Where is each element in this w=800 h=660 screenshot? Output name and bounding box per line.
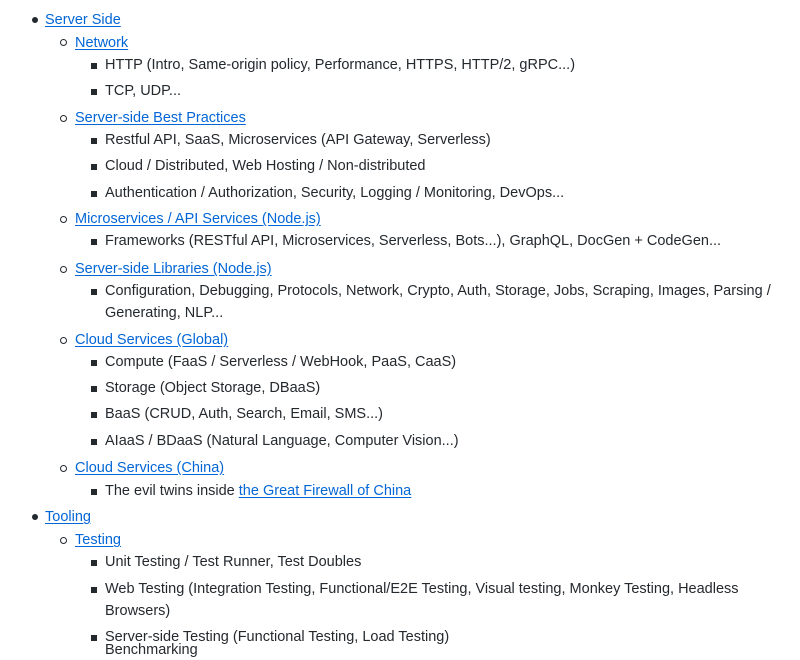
list-item: BaaS (CRUD, Auth, Search, Email, SMS...) xyxy=(105,406,384,422)
square-bullet-icon xyxy=(91,439,97,445)
link-server-side-best-practices[interactable]: Server-side Best Practices xyxy=(75,110,246,126)
circle-bullet-icon xyxy=(60,115,67,122)
square-bullet-icon xyxy=(91,560,97,566)
circle-bullet-icon xyxy=(60,337,67,344)
link-cloud-services-global[interactable]: Cloud Services (Global) xyxy=(75,332,229,348)
square-bullet-icon xyxy=(91,360,97,366)
square-bullet-icon xyxy=(91,191,97,197)
bullet-icon xyxy=(32,514,38,520)
square-bullet-icon xyxy=(91,635,97,641)
list-item: Storage (Object Storage, DBaaS) xyxy=(105,380,321,396)
circle-bullet-icon xyxy=(60,266,67,273)
list-item: TCP, UDP... xyxy=(105,83,182,99)
bullet-icon xyxy=(32,17,38,23)
square-bullet-icon xyxy=(91,386,97,392)
square-bullet-icon xyxy=(91,164,97,170)
list-item-partial xyxy=(105,642,215,659)
link-microservices-api-services[interactable]: Microservices / API Services (Node.js) xyxy=(75,211,321,227)
list-item: Cloud / Distributed, Web Hosting / Non-distributed xyxy=(105,158,426,174)
link-great-firewall[interactable]: the Great Firewall of China xyxy=(238,483,412,499)
list-item: Authentication / Authorization, Security, Logging / Monitoring, DevOps... xyxy=(105,185,565,201)
list-item: Frameworks (RESTful API, Microservices, Serverless, Bots...), GraphQL, DocGen + CodeGen... xyxy=(105,233,722,249)
list-item-continuation: Browsers) xyxy=(105,603,171,619)
link-network[interactable]: Network xyxy=(75,35,129,51)
circle-bullet-icon xyxy=(60,537,67,544)
square-bullet-icon xyxy=(91,138,97,144)
circle-bullet-icon xyxy=(60,39,67,46)
circle-bullet-icon xyxy=(60,216,67,223)
link-testing[interactable]: Testing xyxy=(75,532,121,548)
square-bullet-icon xyxy=(91,587,97,593)
list-item-continuation: Generating, NLP... xyxy=(105,305,224,321)
square-bullet-icon xyxy=(91,412,97,418)
square-bullet-icon xyxy=(91,89,97,95)
square-bullet-icon xyxy=(91,63,97,69)
list-item: Restful API, SaaS, Microservices (API Gateway, Serverless) xyxy=(105,132,491,148)
link-tooling[interactable]: Tooling xyxy=(45,509,91,525)
square-bullet-icon xyxy=(91,489,97,495)
list-item: HTTP (Intro, Same-origin policy, Performance, HTTPS, HTTP/2, gRPC...) xyxy=(105,57,576,73)
list-item: Unit Testing / Test Runner, Test Doubles xyxy=(105,554,362,570)
link-server-side-libraries[interactable]: Server-side Libraries (Node.js) xyxy=(75,261,272,277)
link-server-side[interactable]: Server Side xyxy=(45,12,121,28)
list-item-text: The evil twins inside xyxy=(105,483,239,499)
list-item: Compute (FaaS / Serverless / WebHook, PaaS, CaaS) xyxy=(105,354,457,370)
link-cloud-services-china[interactable]: Cloud Services (China) xyxy=(75,460,225,476)
list-item xyxy=(105,481,411,501)
circle-bullet-icon xyxy=(60,465,67,472)
list-item-partial-text: Benchmarking xyxy=(105,642,198,658)
square-bullet-icon xyxy=(91,239,97,245)
list-item: AIaaS / BDaaS (Natural Language, Computer Vision...) xyxy=(105,433,459,449)
list-item: Server-side Testing (Functional Testing, Load Testing) xyxy=(105,629,450,645)
list-item: Web Testing (Integration Testing, Functional/E2E Testing, Visual testing, Monkey Testing, Headless xyxy=(105,581,739,597)
square-bullet-icon xyxy=(91,289,97,295)
list-item: Configuration, Debugging, Protocols, Network, Crypto, Auth, Storage, Jobs, Scraping, Images, Parsing / xyxy=(105,283,771,299)
